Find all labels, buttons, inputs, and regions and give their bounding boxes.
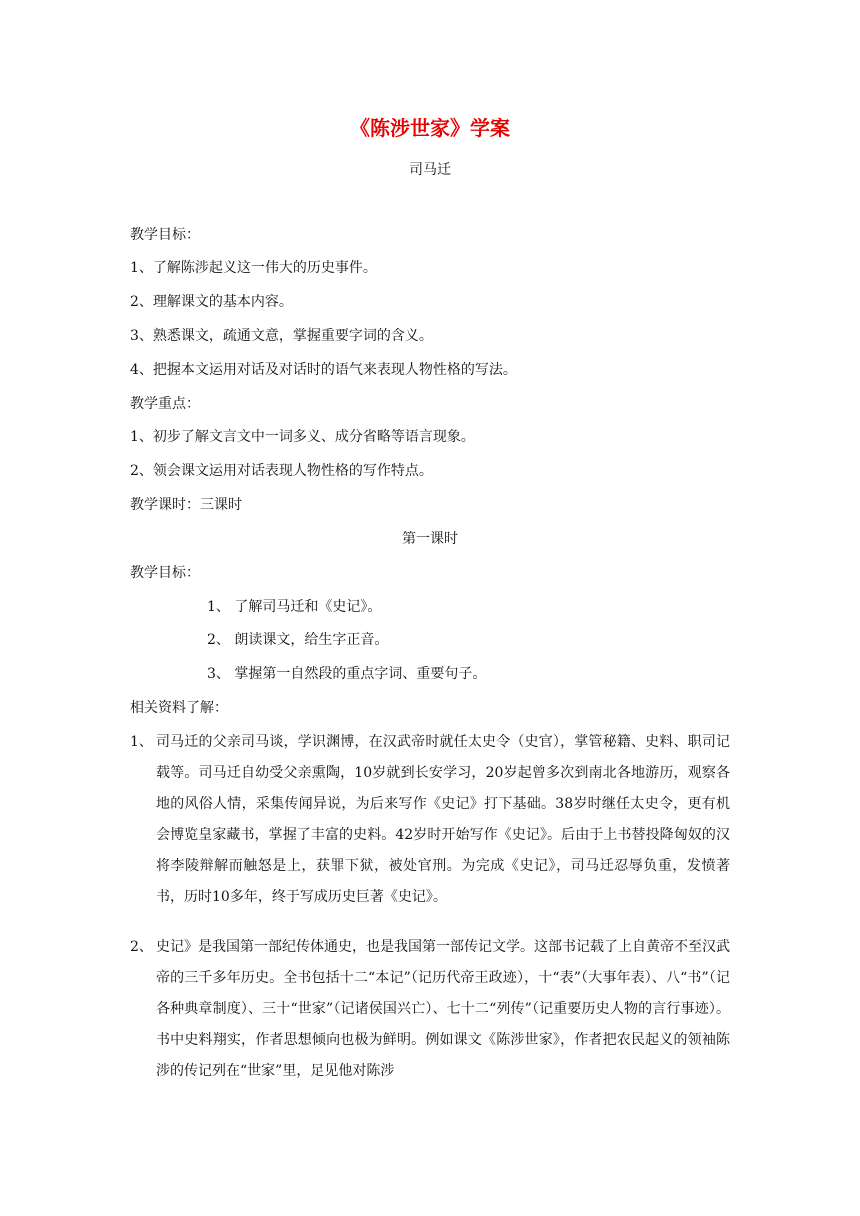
teaching-hours: 教学课时：三课时: [130, 497, 242, 513]
lesson-objective-item: 1、 了解司马迁和《史记》。: [207, 599, 382, 615]
objective-item: 3、熟悉课文，疏通文意，掌握重要字词的含义。: [130, 328, 433, 344]
focus-item: 2、领会课文运用对话表现人物性格的写作特点。: [130, 463, 433, 479]
focus-heading: 教学重点：: [130, 396, 200, 412]
focus-item: 1、初步了解文言文中一词多义、成分省略等语言现象。: [130, 429, 475, 445]
author-name: 司马迁: [409, 162, 451, 178]
lesson-objective-item: 2、 朗读课文，给生字正音。: [207, 632, 389, 648]
materials-heading: 相关资料了解：: [130, 700, 228, 716]
lesson-heading: 第一课时: [402, 531, 458, 547]
material-text: 司马迁的父亲司马谈，学识渊博，在汉武帝时就任太史令（史官），掌管秘籍、史料、职司记载等。司马迁自幼受父亲熏陶，10岁就到长安学习，20岁起曾多次到南北各地游历，观察各地的风俗人情，采集传闻异说，为后来写作《史记》打下基础。38岁时继任太史令，更有机会博览皇家藏书，掌握了丰富的史料。42岁时开始写作《史记》。后由于上书替投降匈奴的汉将李陵辩解而触怒是上，获罪下狱，被处官刑。为完成《史记》，司马迁忍辱负重，发愤著书，历时10多年，终于写成历史巨著《史记》。: [156, 734, 730, 905]
material-text: 史记》是我国第一部纪传体通史，也是我国第一部传记文学。这部书记载了上自黄帝不至汉武帝的三千多年历史。全书包括十二“本记”（记历代帝王政迹），十“表”（大事年表）、八“书”（记各种典章制度）、三十“世家”（记诸侯国兴亡）、七十二“列传”（记重要历史人物的言行事迹）。书中史料翔实，作者思想倾向也极为鲜明。例如课文《陈涉世家》，作者把农民起义的领袖陈涉的传记列在“世家”里，足见他对陈涉: [156, 939, 730, 1079]
material-number: 1、: [130, 734, 153, 750]
lesson-objectives-heading: 教学目标：: [130, 565, 200, 581]
material-paragraph: [130, 727, 730, 913]
objective-item: 4、把握本文运用对话及对话时的语气来表现人物性格的写法。: [130, 362, 517, 378]
lesson-objective-item: 3、 掌握第一自然段的重点字词、重要句子。: [207, 666, 487, 682]
objectives-heading: 教学目标：: [130, 227, 200, 243]
objective-item: 1、了解陈涉起义这一伟大的历史事件。: [130, 260, 377, 276]
material-paragraph: [130, 932, 730, 1087]
document-title: 《陈涉世家》学案: [350, 116, 510, 140]
material-number: 2、: [130, 939, 153, 955]
objective-item: 2、理解课文的基本内容。: [130, 294, 293, 310]
